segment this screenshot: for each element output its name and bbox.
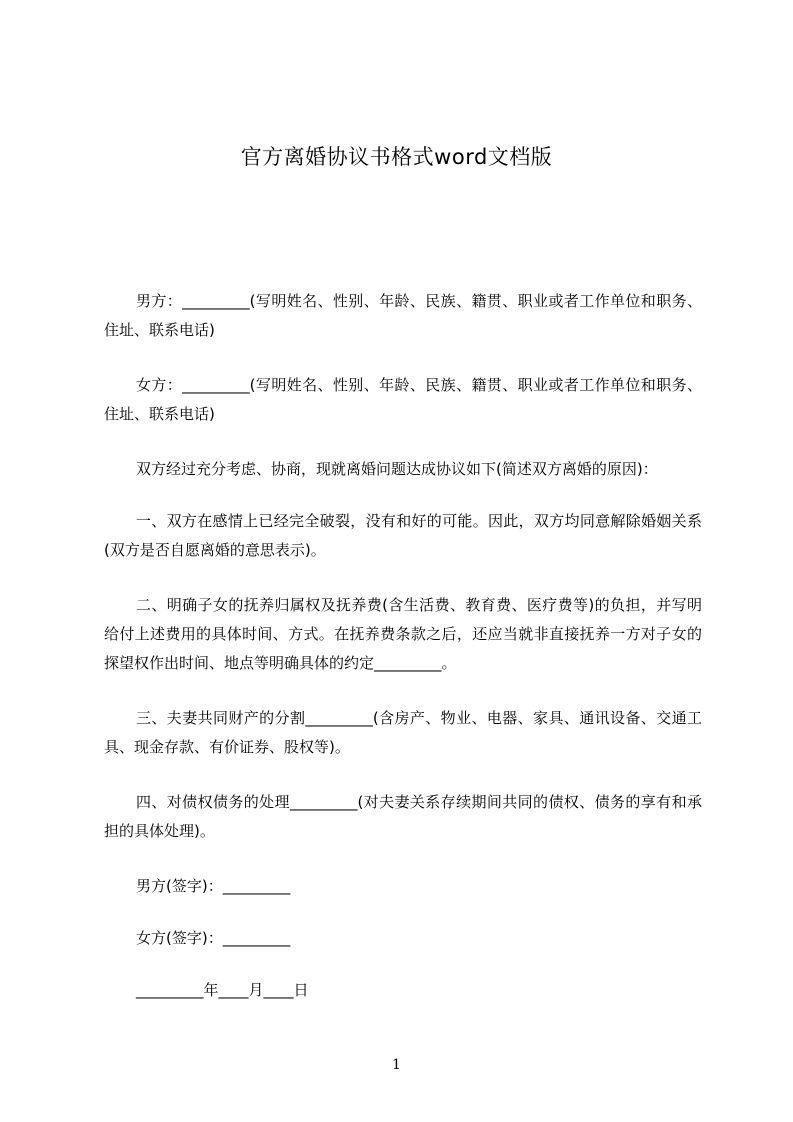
paragraph-male-party: 男方：_________(写明姓名、性别、年龄、民族、籍贯、职业或者工作单位和职务、住址、联系电话) — [104, 292, 702, 339]
page-number: 1 — [392, 1057, 401, 1073]
signature-male: 男方(签字)：_________ — [136, 877, 291, 895]
paragraph-clause-one: 一、双方在感情上已经完全破裂，没有和好的可能。因此，双方均同意解除婚姻关系(双方是否自愿离婚的意思表示)。 — [104, 512, 702, 559]
paragraph-clause-three: 三、夫妻共同财产的分割_________(含房产、物业、电器、家具、通讯设备、交通工具、现金存款、有价证券、股权等)。 — [104, 709, 702, 756]
paragraph-agreement-intro: 双方经过充分考虑、协商，现就离婚问题达成协议如下(简述双方离婚的原因)： — [136, 460, 658, 478]
document-title: 官方离婚协议书格式word文档版 — [240, 145, 553, 169]
paragraph-clause-four: 四、对债权债务的处理_________(对夫妻关系存续期间共同的债权、债务的享有和承担的具体处理)。 — [104, 793, 702, 840]
document-body — [104, 287, 702, 1028]
signature-female: 女方(签字)：_________ — [136, 929, 291, 947]
paragraph-clause-two: 二、明确子女的抚养归属权及抚养费(含生活费、教育费、医疗费等)的负担，并写明给付上述费用的具体时间、方式。在抚养费条款之后，还应当就非直接抚养一方对子女的探望权作出时间、地点等明确具体的约定_________。 — [104, 596, 702, 672]
signature-date: _________年____月____日 — [136, 981, 309, 999]
paragraph-female-party: 女方：_________(写明姓名、性别、年龄、民族、籍贯、职业或者工作单位和职务、住址、联系电话) — [104, 376, 702, 423]
